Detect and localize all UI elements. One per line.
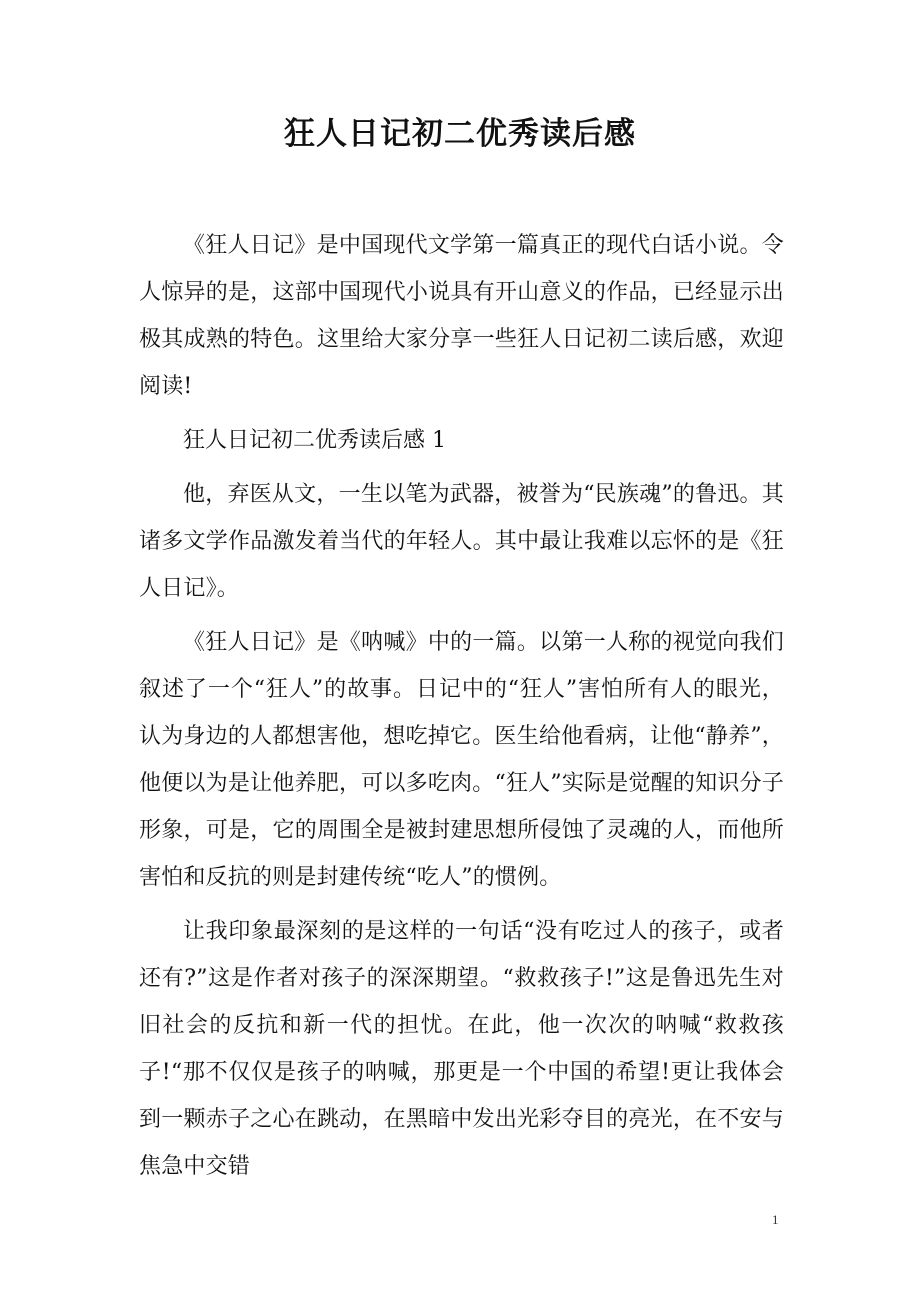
body-paragraph-1: 他，弃医从文，一生以笔为武器，被誉为“民族魂”的鲁迅。其诸多文学作品激发着当代的年轻人。其中最让我难以忘怀的是《狂人日记》。 bbox=[139, 482, 784, 601]
document-body bbox=[139, 222, 784, 1190]
intro-paragraph: 《狂人日记》是中国现代文学第一篇真正的现代白话小说。令人惊异的是，这部中国现代小说具有开山意义的作品，已经显示出极其成熟的特色。这里给大家分享一些狂人日记初二读后感，欢迎阅读! bbox=[139, 233, 784, 399]
body-paragraph-3: 让我印象最深刻的是这样的一句话“没有吃过人的孩子，或者还有?”这是作者对孩子的深深期望。“救救孩子!”这是鲁迅先生对旧社会的反抗和新一代的担忧。在此，他一次次的呐喊“救救孩子!“那不仅仅是孩子的呐喊，那更是一个中国的希望!更让我体会到一颗赤子之心在跳动，在黑暗中发出光彩夺目的亮光，在不安与焦急中交错 bbox=[139, 919, 784, 1179]
body-paragraph-2: 《狂人日记》是《呐喊》中的一篇。以第一人称的视觉向我们叙述了一个“狂人”的故事。日记中的“狂人”害怕所有人的眼光，认为身边的人都想害他，想吃掉它。医生给他看病，让他“静养”，他便以为是让他养肥，可以多吃肉。“狂人”实际是觉醒的知识分子形象，可是，它的周围全是被封建思想所侵蚀了灵魂的人，而他所害怕和反抗的则是封建传统“吃人”的惯例。 bbox=[139, 630, 784, 890]
document-title: 狂人日记初二优秀读后感 bbox=[284, 116, 636, 152]
section-heading: 狂人日记初二优秀读后感 1 bbox=[183, 428, 446, 453]
page-number: 1 bbox=[772, 1212, 779, 1227]
